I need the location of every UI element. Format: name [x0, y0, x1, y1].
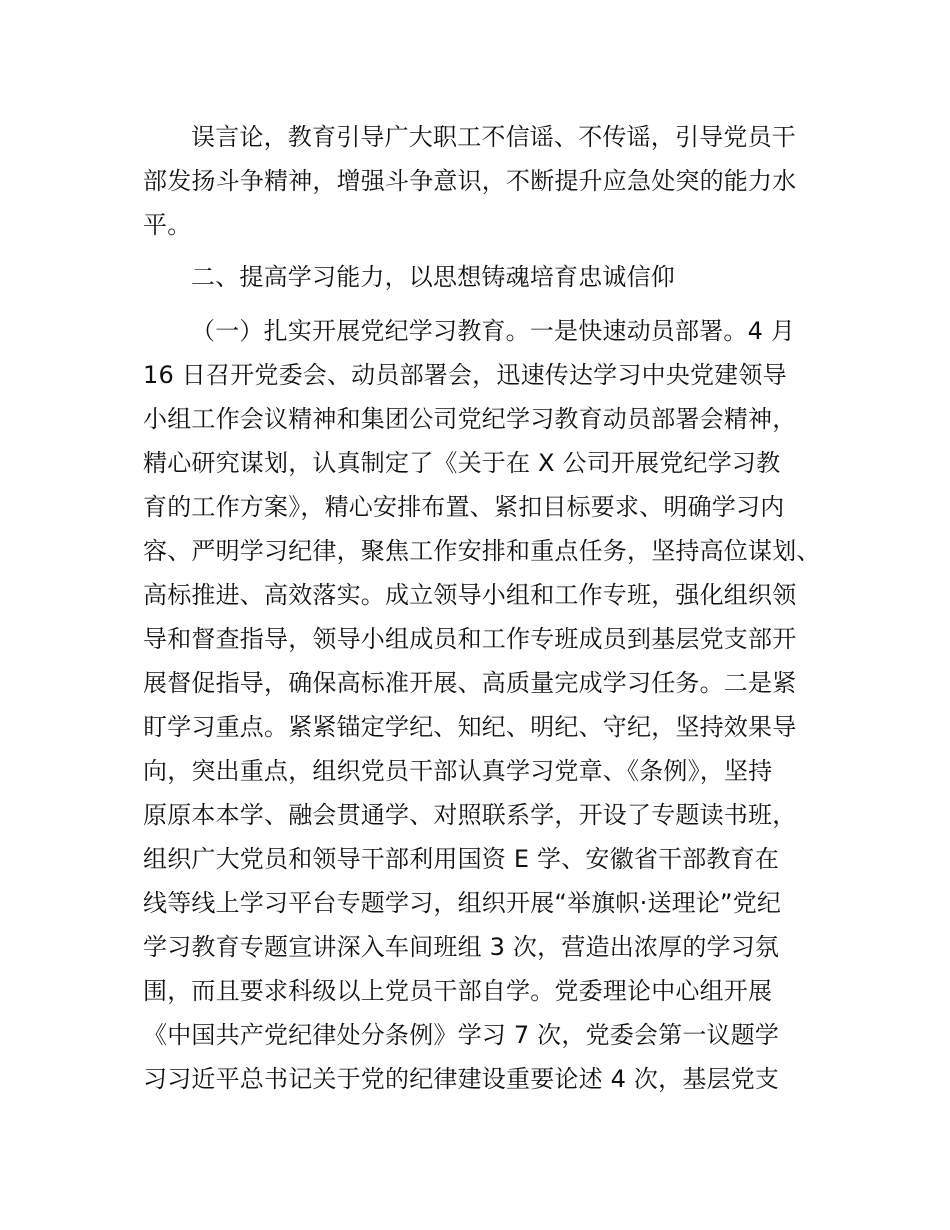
body-text-line: 高标推进、高效落实。成立领导小组和工作专班，强化组织领: [143, 581, 797, 609]
body-text-line: 平。: [143, 211, 192, 239]
body-text-line: 误言论，教育引导广大职工不信谣、不传谣，引导党员干: [191, 123, 796, 151]
body-text-line: 16 日召开党委会、动员部署会，迅速传达学习中央党建领导: [143, 361, 787, 389]
body-text-line: 《中国共产党纪律处分条例》学习 7 次，党委会第一议题学: [143, 1021, 780, 1049]
body-text-line: 组织广大党员和领导干部利用国资 E 学、安徽省干部教育在: [143, 845, 780, 873]
body-text-line: 线等线上学习平台专题学习，组织开展“举旗帜·送理论”党纪: [143, 889, 782, 917]
body-text-line: 部发扬斗争精神，增强斗争意识，不断提升应急处突的能力水: [143, 167, 797, 195]
body-text-line: 精心研究谋划，认真制定了《关于在 X 公司开展党纪学习教: [143, 449, 781, 477]
body-text-line: 展督促指导，确保高标准开展、高质量完成学习任务。二是紧: [143, 669, 797, 697]
subsection-heading-line: （一）扎实开展党纪学习教育。一是快速动员部署。4 月: [191, 317, 796, 345]
body-text-line: 向，突出重点，组织党员干部认真学习党章、《条例》，坚持: [143, 757, 773, 785]
body-text-line: 学习教育专题宣讲深入车间班组 3 次，营造出浓厚的学习氛: [143, 933, 780, 961]
body-text-line: 育的工作方案》，精心安排布置、紧扣目标要求、明确学习内: [143, 493, 785, 521]
section-heading: 二、提高学习能力，以思想铸魂培育忠诚信仰: [191, 263, 675, 291]
body-text-line: 小组工作会议精神和集团公司党纪学习教育动员部署会精神，: [143, 405, 797, 433]
body-text-line: 容、严明学习纪律，聚焦工作安排和重点任务，坚持高位谋划、: [143, 537, 821, 565]
body-text-line: 习习近平总书记关于党的纪律建设重要论述 4 次，基层党支: [143, 1065, 780, 1093]
body-text-line: 盯学习重点。紧紧锚定学纪、知纪、明纪、守纪，坚持效果导: [143, 713, 797, 741]
body-text-line: 原原本本学、融会贯通学、对照联系学，开设了专题读书班，: [143, 801, 797, 829]
body-text-line: 围，而且要求科级以上党员干部自学。党委理论中心组开展: [143, 977, 773, 1005]
body-text-line: 导和督查指导，领导小组成员和工作专班成员到基层党支部开: [143, 625, 797, 653]
